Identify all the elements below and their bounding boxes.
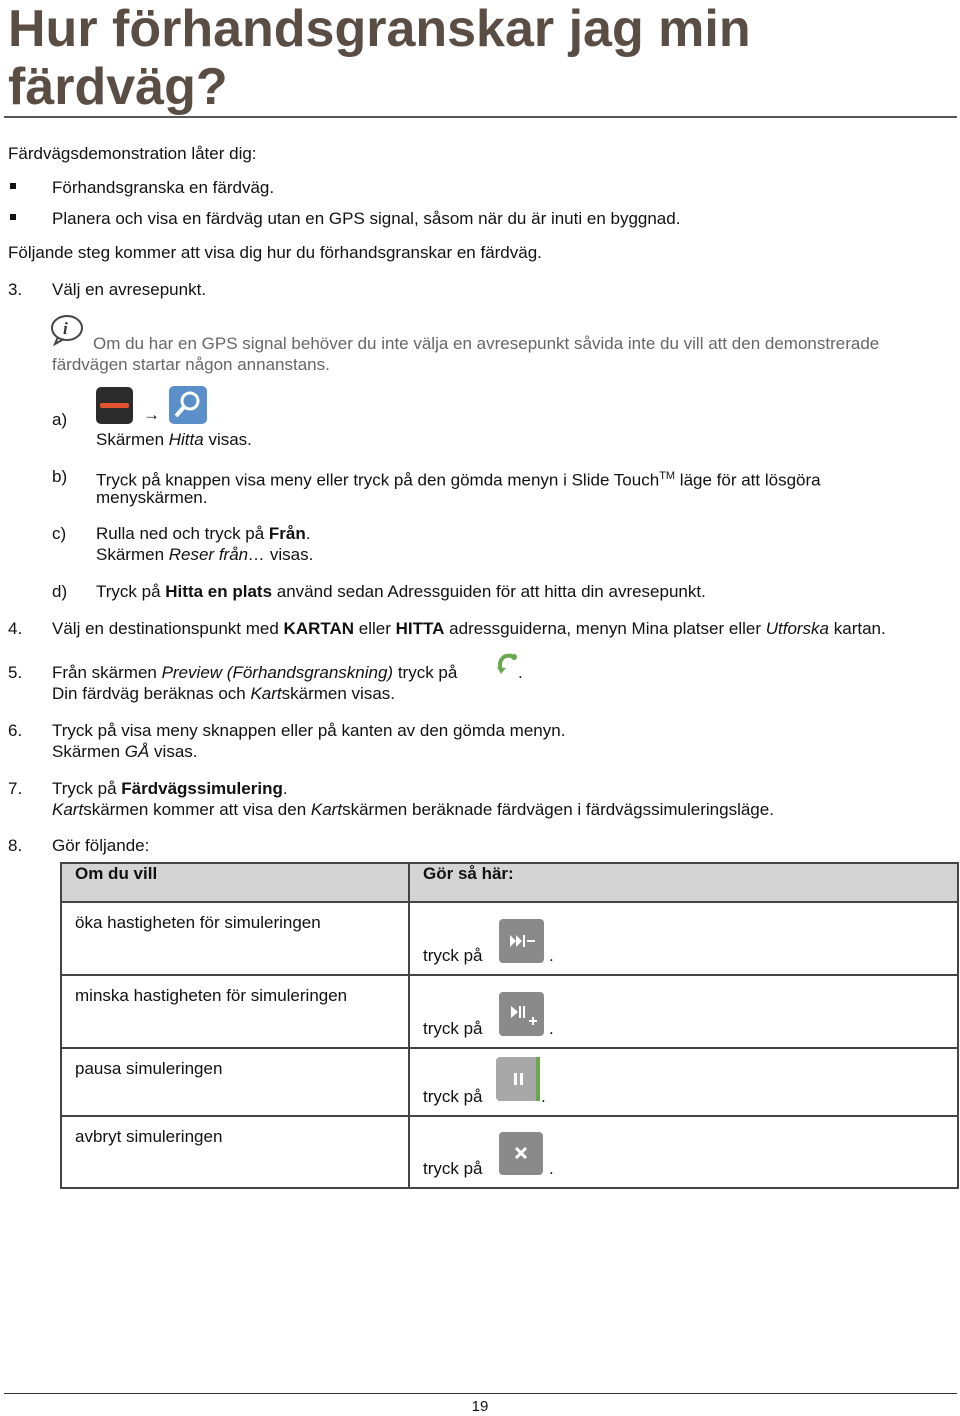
title-divider xyxy=(4,116,957,118)
step-text: Från skärmen Preview (Förhandsgranskning) tryck på xyxy=(52,663,458,682)
bullet-mark xyxy=(10,214,16,220)
sub-label: b) xyxy=(52,467,68,486)
tap-end: . xyxy=(549,1019,554,1038)
search-icon[interactable] xyxy=(169,386,207,424)
sub-text: Skärmen Hitta visas. xyxy=(96,430,252,449)
table-cell xyxy=(409,902,958,975)
step-text: Skärmen GÅ visas. xyxy=(52,742,198,761)
svg-text:i: i xyxy=(63,319,68,338)
table-row xyxy=(61,975,958,1048)
page-number: 19 xyxy=(471,1398,489,1415)
step-number: 5. xyxy=(8,663,23,682)
tap-text: tryck på xyxy=(423,1019,483,1038)
info-icon xyxy=(50,314,86,346)
speed-up-icon[interactable] xyxy=(499,919,544,963)
sub-text: Tryck på knappen visa meny eller tryck på den gömda menyn i Slide Touch™ läge för att lösgöra xyxy=(96,470,821,490)
footer-divider xyxy=(4,1393,957,1394)
table-header: Gör så här: xyxy=(409,863,958,902)
table-row xyxy=(61,902,958,975)
step-number: 7. xyxy=(8,779,23,798)
intro-text: Färdvägsdemonstration låter dig: xyxy=(8,144,257,163)
tap-end: . xyxy=(549,1159,554,1178)
step-text: . xyxy=(518,663,523,682)
tap-text: tryck på xyxy=(423,1087,483,1106)
step-number: 6. xyxy=(8,721,23,740)
table-cell xyxy=(409,1116,958,1188)
step-number: 3. xyxy=(8,280,23,299)
menu-button-icon[interactable] xyxy=(96,387,133,424)
tap-text: tryck på xyxy=(423,1159,483,1178)
route-go-icon[interactable] xyxy=(494,652,518,678)
step-text: Kartskärmen kommer att visa den Kartskärmen beräknade färdvägen i färdvägssimuleringsläge. xyxy=(52,800,774,819)
page-title: Hur förhandsgranskar jag min färdväg? xyxy=(8,0,751,116)
close-icon[interactable] xyxy=(499,1132,543,1175)
sub-label: c) xyxy=(52,524,67,543)
table-row xyxy=(61,1116,958,1188)
sub-text: Tryck på Hitta en plats använd sedan Adressguiden för att hitta din avresepunkt. xyxy=(96,582,706,601)
table-cell xyxy=(409,1048,958,1116)
table-cell: avbryt simuleringen xyxy=(61,1116,409,1188)
table-cell: pausa simuleringen xyxy=(61,1048,409,1116)
table-header: Om du vill xyxy=(61,863,409,902)
sub-label: a) xyxy=(52,410,68,429)
table-row xyxy=(61,1048,958,1116)
bullet-item: Planera och visa en färdväg utan en GPS signal, såsom när du är inuti en byggnad. xyxy=(52,209,681,228)
step-text: Din färdväg beräknas och Kartskärmen visas. xyxy=(52,684,396,703)
table-cell: öka hastigheten för simuleringen xyxy=(61,902,409,975)
table-header-row xyxy=(61,863,958,902)
tap-end: . xyxy=(549,946,554,965)
step-text: Tryck på visa meny sknappen eller på kanten av den gömda menyn. xyxy=(52,721,566,740)
simulation-table xyxy=(60,862,959,1189)
sub-label: d) xyxy=(52,582,68,601)
sub-text: Skärmen Reser från… visas. xyxy=(96,545,314,564)
bullet-mark xyxy=(10,183,16,189)
tap-text: tryck på xyxy=(423,946,483,965)
tap-end: . xyxy=(541,1087,546,1106)
speed-down-icon[interactable] xyxy=(499,992,544,1036)
table-cell xyxy=(409,975,958,1048)
sub-text: menyskärmen. xyxy=(96,488,208,507)
bullet-item: Förhandsgranska en färdväg. xyxy=(52,178,275,197)
step-number: 8. xyxy=(8,836,23,855)
step-number: 4. xyxy=(8,619,23,638)
sub-text: Rulla ned och tryck på Från. xyxy=(96,524,311,543)
step-text: Tryck på Färdvägssimulering. xyxy=(52,779,288,798)
step-text: Välj en destinationspunkt med KARTAN eller HITTA adressguiderna, menyn Mina platser eller Utforska kartan. xyxy=(52,619,886,638)
arrow-icon: → xyxy=(143,405,160,424)
step-text: Välj en avresepunkt. xyxy=(52,280,207,299)
following-text: Följande steg kommer att visa dig hur du förhandsgranskar en färdväg. xyxy=(8,243,542,262)
table-cell: minska hastigheten för simuleringen xyxy=(61,975,409,1048)
note-text: färdvägen startar någon annanstans. xyxy=(52,355,330,374)
note-text: Om du har en GPS signal behöver du inte välja en avresepunkt såvida inte du vill att den demonstrerade xyxy=(93,334,880,353)
pause-icon[interactable] xyxy=(496,1057,540,1101)
step-text: Gör följande: xyxy=(52,836,150,855)
